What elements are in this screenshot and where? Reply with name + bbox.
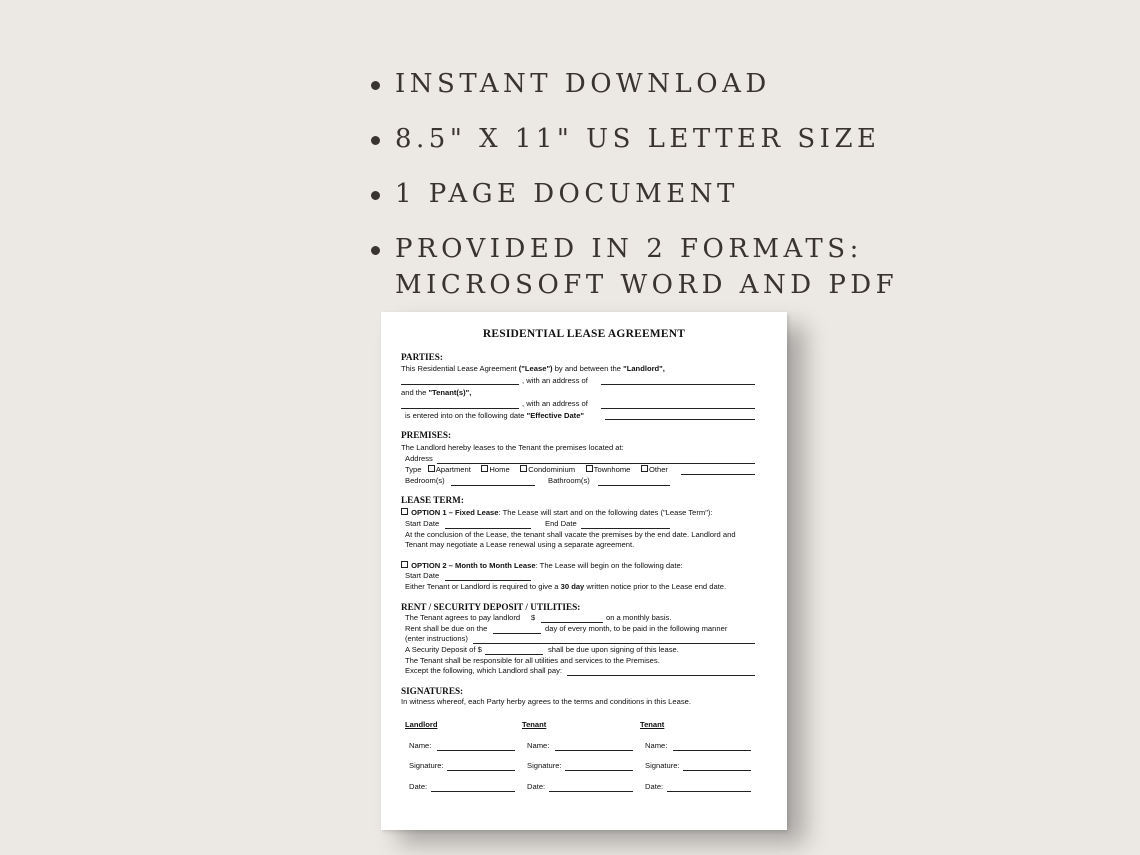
blank-line xyxy=(445,528,531,529)
sig-name-label: Name: xyxy=(409,741,432,750)
bullet-icon xyxy=(371,81,380,90)
blank-line xyxy=(673,750,751,751)
blank-line xyxy=(445,580,531,581)
end-date-label: End Date xyxy=(545,519,577,528)
blank-line xyxy=(598,485,670,486)
blank-line xyxy=(601,384,755,385)
lease-option-1: OPTION 1 – Fixed Lease: The Lease will start and on the following dates ("Lease Term"): xyxy=(401,508,713,519)
parties-tenant-line: and the "Tenant(s)", xyxy=(401,388,472,397)
sig-col-landlord: Landlord xyxy=(405,720,438,729)
blank-line xyxy=(447,770,515,771)
premises-bedrooms-label: Bedroom(s) xyxy=(405,476,445,485)
except-label: Except the following, which Landlord shall pay: xyxy=(405,666,563,675)
blank-line xyxy=(437,750,515,751)
sig-name-label: Name: xyxy=(527,741,550,750)
feature-text: 8.5" X 11" US LETTER SIZE xyxy=(395,124,881,154)
section-heading-parties: PARTIES: xyxy=(401,352,443,362)
utilities-text: The Tenant shall be responsible for all utilities and services to the Premises. xyxy=(405,656,660,665)
checkbox-other xyxy=(641,465,648,472)
feature-item xyxy=(368,176,739,212)
parties-line1: This Residential Lease Agreement ("Lease") by and between the "Landlord", xyxy=(401,364,665,373)
bullet-icon xyxy=(371,191,380,200)
sig-col-tenant-1: Tenant xyxy=(522,720,547,729)
feature-text: INSTANT DOWNLOAD xyxy=(395,69,771,99)
feature-item xyxy=(368,121,881,157)
blank-line xyxy=(431,791,515,792)
sig-signature-label: Signature: xyxy=(527,761,562,770)
blank-line xyxy=(493,633,541,634)
section-heading-rent: RENT / SECURITY DEPOSIT / UTILITIES: xyxy=(401,602,581,612)
sig-col-tenant-2: Tenant xyxy=(640,720,665,729)
blank-line xyxy=(485,654,543,655)
rent-due-manner: day of every month, to be paid in the following manner xyxy=(545,624,728,633)
blank-line xyxy=(555,750,633,751)
premises-type-row: Type Apartment Home Condominium Townhome Other xyxy=(405,465,668,474)
bullet-icon xyxy=(371,246,380,255)
feature-text: PROVIDED IN 2 FORMATS: xyxy=(395,234,863,264)
checkbox-apartment xyxy=(428,465,435,472)
sig-date-label: Date: xyxy=(527,782,546,791)
checkbox-condominium xyxy=(520,465,527,472)
sig-name-label: Name: xyxy=(645,741,668,750)
feature-text: 1 PAGE DOCUMENT xyxy=(395,179,739,209)
blank-line xyxy=(567,675,755,676)
blank-line xyxy=(451,485,535,486)
premises-address-label: Address xyxy=(405,454,433,463)
rent-monthly-label: on a monthly basis. xyxy=(606,613,672,622)
blank-line xyxy=(401,408,519,409)
feature-item xyxy=(368,66,771,102)
blank-line xyxy=(581,528,670,529)
checkbox-home xyxy=(481,465,488,472)
lease-option-2: OPTION 2 – Month to Month Lease: The Lease will begin on the following date: xyxy=(401,561,683,572)
sig-signature-label: Signature: xyxy=(409,761,444,770)
blank-line xyxy=(681,474,755,475)
feature-text-line2: MICROSOFT WORD AND PDF xyxy=(395,270,899,300)
premises-line1: The Landlord hereby leases to the Tenant the premises located at: xyxy=(401,443,624,452)
start-date-label: Start Date xyxy=(405,519,440,528)
checkbox-option-2 xyxy=(401,561,408,568)
start-date-label-2: Start Date xyxy=(405,571,440,580)
rent-due-label: Rent shall be due on the xyxy=(405,624,488,633)
parties-effective-date: is entered into on the following date "Effective Date" xyxy=(405,411,585,420)
blank-line xyxy=(601,408,755,409)
feature-item xyxy=(368,231,898,303)
rent-instructions-label: (enter instructions) xyxy=(405,634,468,643)
lease-notice: Either Tenant or Landlord is required to give a 30 day written notice prior to the Lease end date. xyxy=(405,582,727,591)
document-title: RESIDENTIAL LEASE AGREEMENT xyxy=(482,328,686,340)
blank-line xyxy=(683,770,751,771)
bullet-icon xyxy=(371,136,380,145)
section-heading-signatures: SIGNATURES: xyxy=(401,686,464,696)
rent-agree-label: The Tenant agrees to pay landlord xyxy=(405,613,521,622)
lease-conclusion-2: Tenant may negotiate a Lease renewal using a separate agreement. xyxy=(405,540,635,549)
parties-address-label-1: , with an address of xyxy=(522,376,588,385)
rent-dollar-sign: $ xyxy=(531,613,536,622)
parties-address-label-2: , with an address of xyxy=(522,399,588,408)
blank-line xyxy=(565,770,633,771)
lease-conclusion-1: At the conclusion of the Lease, the tenant shall vacate the premises by the end date. Landlord and xyxy=(405,530,736,539)
blank-line xyxy=(605,419,755,420)
lease-document-preview xyxy=(381,312,787,830)
deposit-due-label: shall be due upon signing of this lease. xyxy=(548,645,679,654)
witness-text: In witness whereof, each Party herby agrees to the terms and conditions in this Lease. xyxy=(401,697,691,706)
checkbox-townhome xyxy=(586,465,593,472)
premises-bathrooms-label: Bathroom(s) xyxy=(548,476,590,485)
blank-line xyxy=(473,643,755,644)
blank-line xyxy=(437,463,755,464)
sig-signature-label: Signature: xyxy=(645,761,680,770)
checkbox-option-1 xyxy=(401,508,408,515)
sig-date-label: Date: xyxy=(409,782,428,791)
blank-line xyxy=(401,384,519,385)
blank-line xyxy=(541,622,603,623)
section-heading-lease-term: LEASE TERM: xyxy=(401,495,464,505)
sig-date-label: Date: xyxy=(645,782,664,791)
section-heading-premises: PREMISES: xyxy=(401,430,452,440)
blank-line xyxy=(549,791,633,792)
blank-line xyxy=(667,791,751,792)
deposit-label: A Security Deposit of $ xyxy=(405,645,482,654)
